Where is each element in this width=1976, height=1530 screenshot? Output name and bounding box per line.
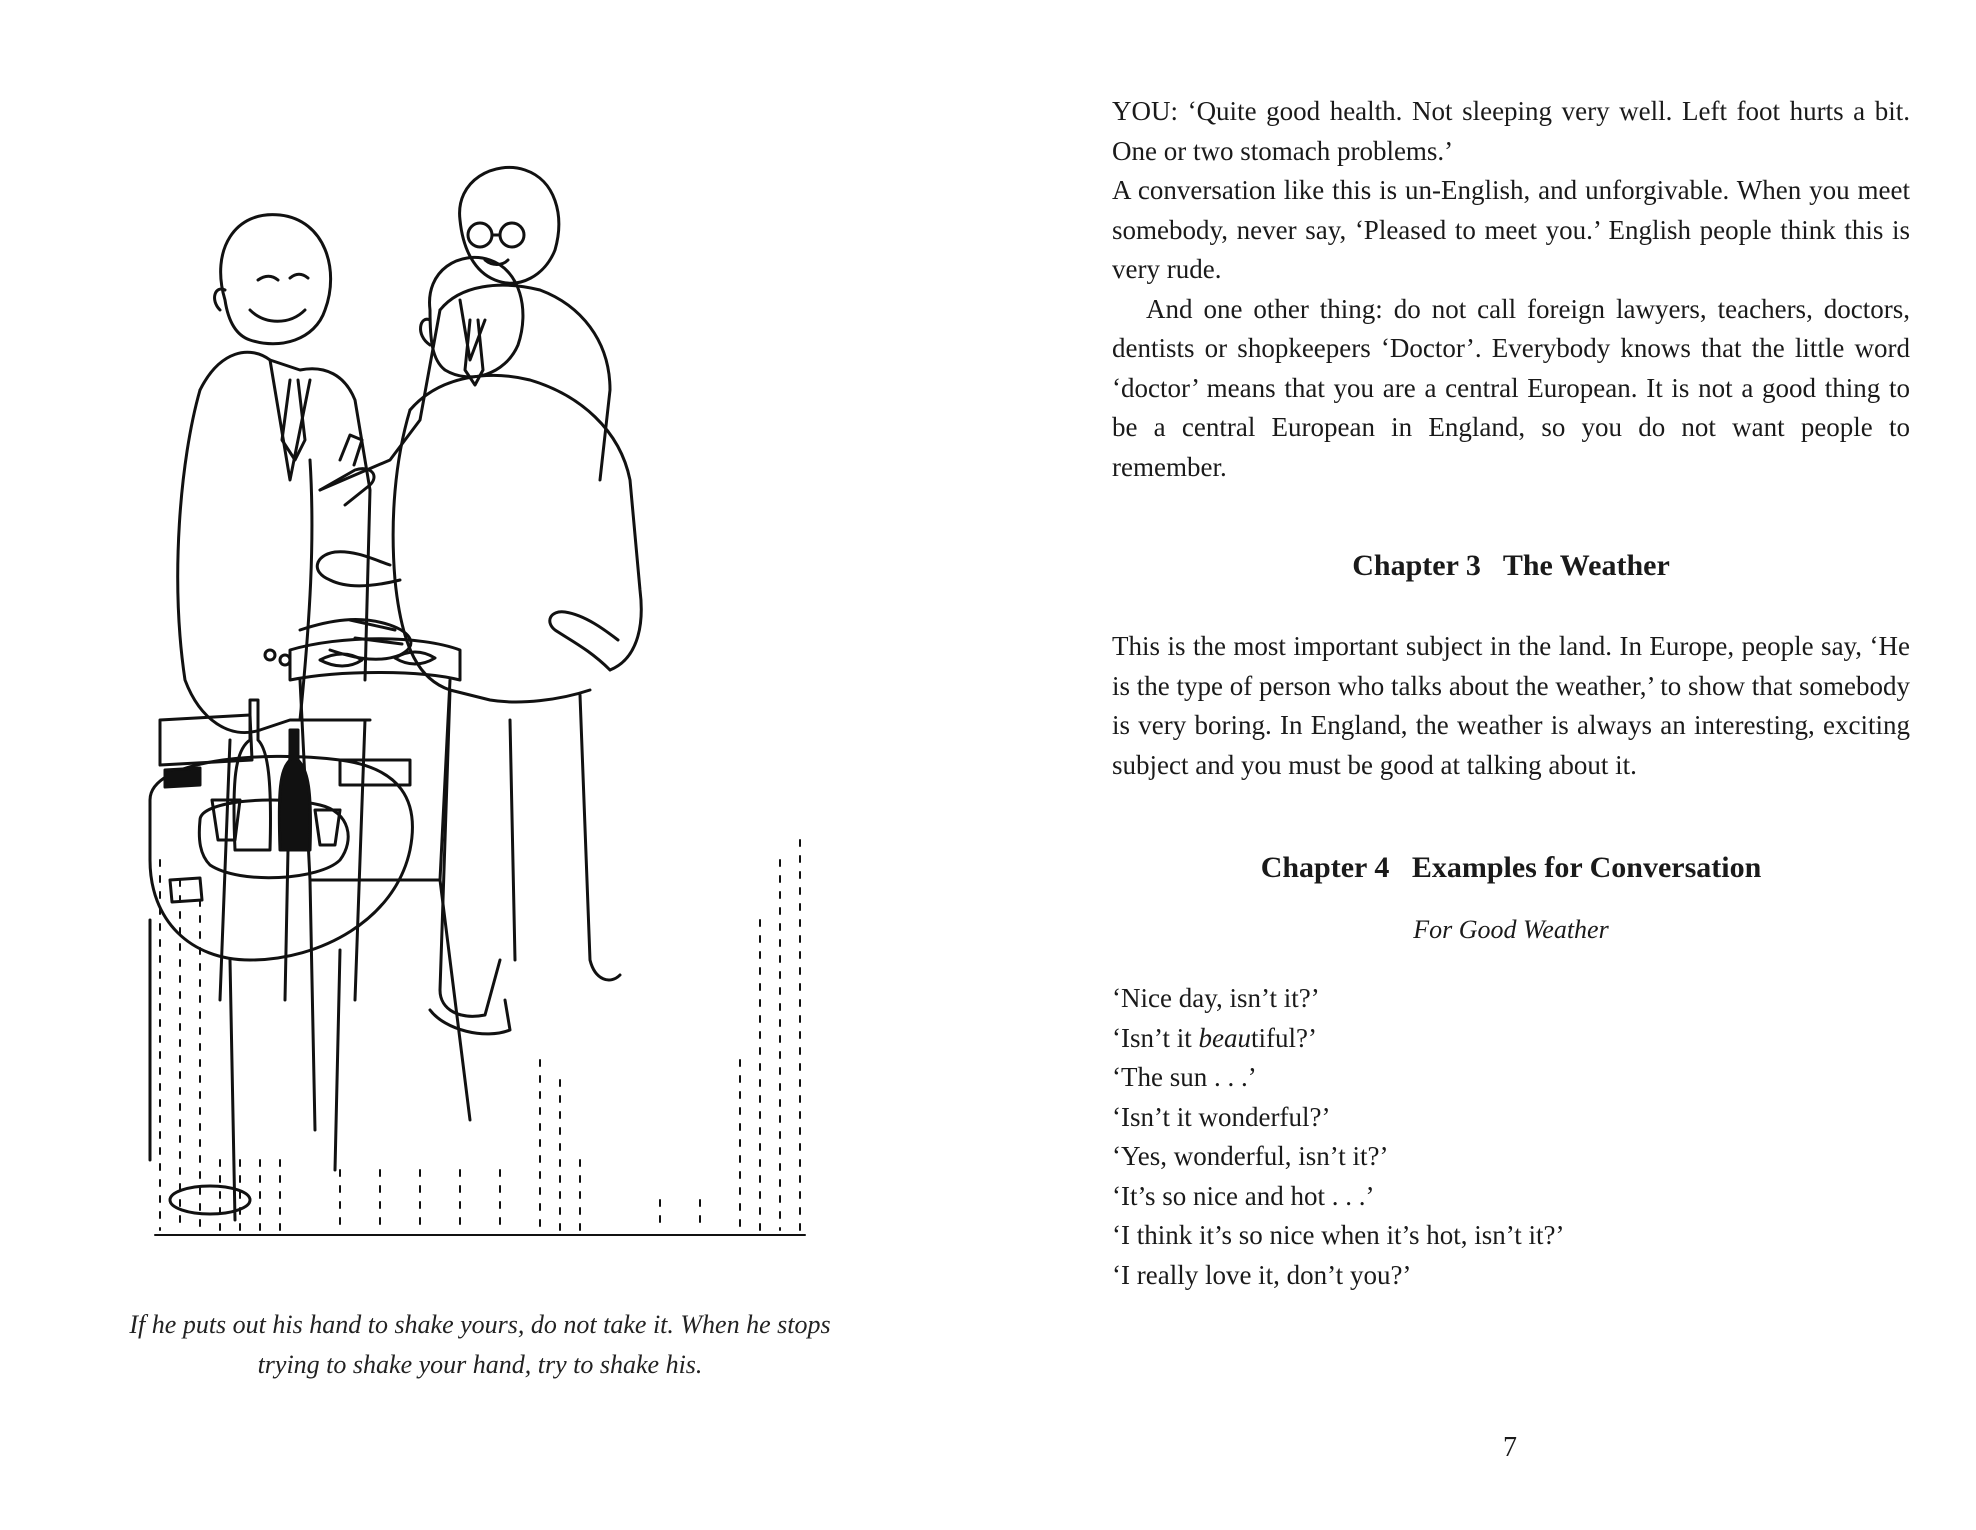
chapter-4-title: Examples for Conversation bbox=[1411, 851, 1762, 884]
conversation-line: ‘The sun . . .’ bbox=[1112, 1062, 1257, 1092]
caption-line-1: If he puts out his hand to shake yours, do not take it. When he stops bbox=[129, 1310, 831, 1339]
chapter-4-heading bbox=[1112, 851, 1910, 885]
caption-line-2: trying to shake your hand, try to shake his. bbox=[257, 1350, 703, 1379]
conversation-lines bbox=[1112, 979, 1910, 1295]
side-table bbox=[150, 700, 412, 1220]
conversation-line: ‘I really love it, don’t you?’ bbox=[1112, 1259, 1412, 1290]
conversation-line: ‘I think it’s so nice when it’s hot, isn’t it?’ bbox=[1112, 1220, 1565, 1250]
conversation-line: ‘Yes, wonderful, isn’t it?’ bbox=[1112, 1141, 1389, 1171]
paragraph-un-english: A conversation like this is un-English, and unforgivable. When you meet somebody, never say, ‘Pleased to meet you.’ English people think this is very rude. bbox=[1112, 175, 1910, 284]
left-man-figure bbox=[178, 215, 411, 1000]
conversation-line: ‘It’s so nice and hot . . .’ bbox=[1112, 1180, 1375, 1211]
page-number: 7 bbox=[1503, 1432, 1517, 1463]
illustration-caption bbox=[85, 1305, 875, 1385]
conversation-line: ‘Isn’t it beautiful?’ bbox=[1112, 1022, 1317, 1053]
chapter-4-number: Chapter 4 bbox=[1260, 851, 1390, 884]
party-illustration bbox=[140, 160, 820, 1250]
chapter-4-subtitle: For Good Weather bbox=[1413, 915, 1609, 944]
right-page bbox=[1112, 92, 1910, 1295]
chapter-3-number: Chapter 3 bbox=[1352, 549, 1481, 582]
paragraph-you-reply: YOU: ‘Quite good health. Not sleeping very well. Left foot hurts a bit. One or two stomach problems.’ bbox=[1112, 96, 1910, 166]
conversation-line: ‘Nice day, isn’t it?’ bbox=[1112, 983, 1320, 1013]
conversation-line: ‘Isn’t it wonderful?’ bbox=[1112, 1101, 1331, 1132]
paragraph-doctor: And one other thing: do not call foreign lawyers, teachers, doctors, dentists or shopkeepers ‘Doctor’. Everybody knows that the little word ‘doctor’ means that you are a central European. It is not a good thing to be a central European in England, so you do not want people to remember. bbox=[1112, 293, 1910, 482]
chapter-3-text: This is the most important subject in the land. In Europe, people say, ‘He is the type of person who talks about the weather,’ to show that somebody is very boring. In England, the weather is always an interesting, exciting subject and you must be good at talking about it. bbox=[1112, 631, 1910, 780]
chapter-3-title: The Weather bbox=[1502, 549, 1670, 582]
chapter-3-heading bbox=[1112, 549, 1910, 583]
